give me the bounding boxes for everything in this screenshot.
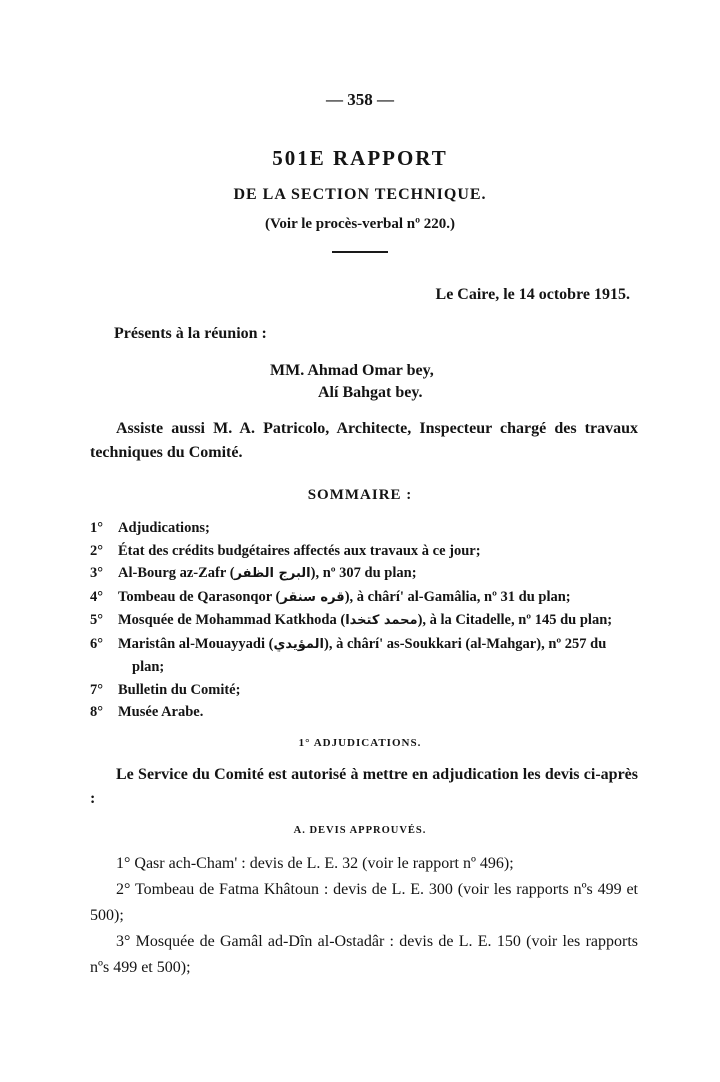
assiste-paragraph: Assiste aussi M. A. Patricolo, Architecte, Inspecteur chargé des travaux techniques du Comité.: [90, 420, 638, 461]
report-subtitle: DE LA SECTION TECHNIQUE.: [233, 186, 487, 203]
arabic-text: محمد كتخدا: [345, 613, 418, 628]
service-paragraph: Le Service du Comité est autorisé à mettre en adjudication les devis ci-après :: [90, 766, 638, 807]
page-number: — 358 —: [326, 90, 394, 109]
list-item: [90, 517, 640, 540]
item-number: 1°: [90, 520, 104, 536]
presents-label: Présents à la réunion :: [114, 325, 267, 342]
item-number: 8°: [90, 704, 104, 720]
member-line-1: MM. Ahmad Omar bey,: [270, 362, 434, 379]
members-list: [270, 360, 434, 404]
item-text: Musée Arabe.: [118, 704, 204, 720]
sommaire-heading: SOMMAIRE :: [307, 487, 413, 503]
section-heading: 1° ADJUDICATIONS.: [298, 737, 422, 749]
arabic-text: قره سنقر: [280, 589, 345, 605]
item-text-post: ), à chârí' al-Gamâlia, nº 31 du plan;: [344, 588, 571, 605]
item-number: 7°: [90, 681, 104, 698]
item-number: 2°: [90, 542, 104, 559]
list-item: [90, 679, 640, 702]
item-text-pre: Al-Bourg az-Zafr (: [118, 565, 235, 581]
list-item: [90, 633, 640, 679]
title-divider: [332, 251, 388, 253]
arabic-text: المؤيدي: [273, 636, 324, 652]
item-number: 4°: [90, 588, 104, 605]
item-number: 5°: [90, 612, 104, 628]
devis-list: [90, 851, 638, 981]
item-text-pre: Maristân al-Mouayyadi (: [118, 635, 274, 652]
item-text: État des crédits budgétaires affectés aux travaux à ce jour;: [118, 542, 481, 559]
devis-item: 3° Mosquée de Gamâl ad-Dîn al-Ostadâr : devis de L. E. 150 (voir les rapports nºs 499 et 500);: [90, 933, 638, 976]
member-line-2: Alí Bahgat bey.: [318, 384, 423, 401]
item-number: 3°: [90, 565, 104, 581]
arabic-text: البرج الظفر: [234, 566, 311, 581]
item-text-post: ), à la Citadelle, nº 145 du plan;: [417, 612, 613, 628]
list-item: [90, 701, 640, 724]
dateline: Le Caire, le 14 octobre 1915.: [435, 286, 630, 303]
devis-item: 1° Qasr ach-Cham' : devis de L. E. 32 (voir le rapport nº 496);: [116, 855, 514, 872]
item-text-post: ), nº 307 du plan;: [310, 565, 417, 581]
subsection-heading: A. DEVIS APPROUVÉS.: [293, 825, 427, 836]
list-item: [90, 609, 640, 633]
devis-item: 2° Tombeau de Fatma Khâtoun : devis de L. E. 300 (voir les rapports nºs 499 et 500);: [90, 881, 638, 924]
list-item: [90, 562, 640, 586]
sommaire-list: [90, 517, 640, 724]
report-title: 501E RAPPORT: [272, 146, 448, 170]
item-number: 6°: [90, 635, 104, 652]
list-item: [90, 540, 640, 563]
item-text: Adjudications;: [118, 520, 210, 536]
report-reference: (Voir le procès-verbal nº 220.): [264, 216, 456, 232]
item-text-pre: Tombeau de Qarasonqor (: [118, 588, 281, 605]
list-item: [90, 586, 640, 610]
item-text-pre: Mosquée de Mohammad Katkhoda (: [118, 612, 346, 628]
item-continuation: plan;: [132, 659, 165, 675]
item-text-post: ), à chârí' as-Soukkari (al-Mahgar), nº 257 du: [323, 635, 607, 652]
item-text: Bulletin du Comité;: [118, 681, 241, 698]
